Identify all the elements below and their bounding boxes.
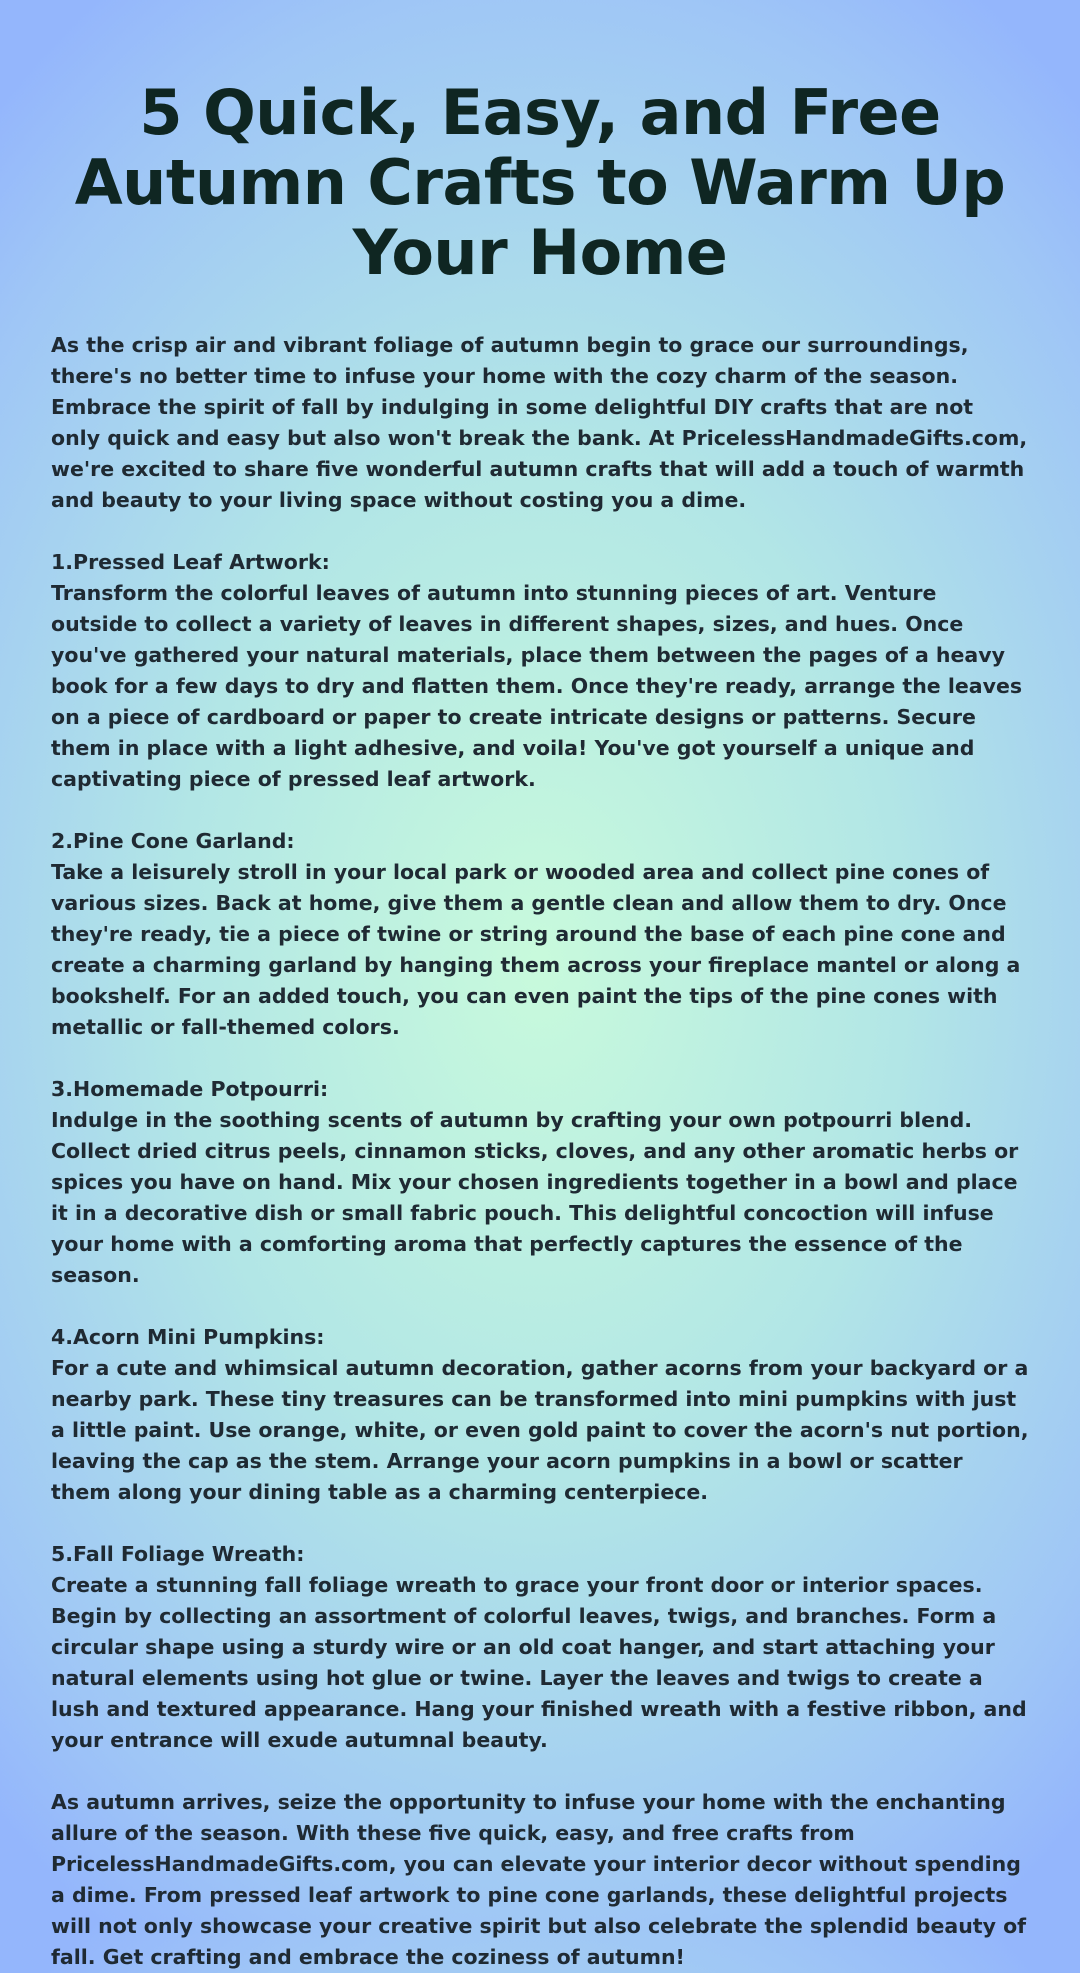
craft-description: Transform the colorful leaves of autumn into stunning pieces of art. Venture outside to collect a variety of leaves in different shapes, sizes, and hues. Once you've gathered your natural materials, place them between the pages of a heavy book for a few days to dry and flatten them. Once they're ready, arrange the leaves on a piece of cardboard or paper to create intricate designs or patterns. Secure them in place with a light adhesive, and voila! You've got yourself a unique and captivating piece of pressed leaf artwork. xyxy=(51,581,1023,791)
craft-heading: 5.Fall Foliage Wreath: xyxy=(51,1542,305,1566)
article-body xyxy=(51,330,1029,1973)
craft-description: Create a stunning fall foliage wreath to grace your front door or interior spaces. Begin by collecting an assortment of colorful leaves, twigs, and branches. Form a circular shape using a sturdy wire or an old coat hanger, and start attaching your natural elements using hot glue or twine. Layer the leaves and twigs to create a lush and textured appearance. Hang your finished wreath with a festive ribbon, and your entrance will exude autumnal beauty. xyxy=(51,1573,1027,1752)
craft-heading: 4.Acorn Mini Pumpkins: xyxy=(51,1325,325,1349)
craft-description: For a cute and whimsical autumn decoration, gather acorns from your backyard or a nearby park. These tiny treasures can be transformed into mini pumpkins with just a little paint. Use orange, white, or even gold paint to cover the acorn's nut portion, leaving the cap as the stem. Arrange your acorn pumpkins in a bowl or scatter them along your dining table as a charming centerpiece. xyxy=(51,1356,1029,1504)
craft-description: Indulge in the soothing scents of autumn by crafting your own potpourri blend. Collect dried citrus peels, cinnamon sticks, cloves, and any other aromatic herbs or spices you have on hand. Mix your chosen ingredients together in a bowl and place it in a decorative dish or small fabric pouch. This delightful concoction will infuse your home with a comforting aroma that perfectly captures the essence of the season. xyxy=(51,1108,1019,1287)
conclusion-paragraph: As autumn arrives, seize the opportunity to infuse your home with the enchanting allure of the season. With these five quick, easy, and free crafts from PricelessHandmadeGifts.com, you can elevate your interior decor without spending a dime. From pressed leaf artwork to pine cone garlands, these delightful projects will not only showcase your creative spirit but also celebrate the splendid beauty of fall. Get crafting and embrace the coziness of autumn! xyxy=(51,1790,1027,1969)
craft-heading: 1.Pressed Leaf Artwork: xyxy=(51,550,330,574)
craft-section-homemade-potpourri xyxy=(51,1074,1029,1291)
craft-section-pine-cone-garland xyxy=(51,826,1029,1043)
craft-heading: 2.Pine Cone Garland: xyxy=(51,829,295,853)
craft-description: Take a leisurely stroll in your local park or wooded area and collect pine cones of various sizes. Back at home, give them a gentle clean and allow them to dry. Once they're ready, tie a piece of twine or string around the base of each pine cone and create a charming garland by hanging them across your fireplace mantel or along a bookshelf. For an added touch, you can even paint the tips of the pine cones with metallic or fall-themed colors. xyxy=(51,860,1021,1039)
intro-paragraph: As the crisp air and vibrant foliage of autumn begin to grace our surroundings, there's no better time to infuse your home with the cozy charm of the season. Embrace the spirit of fall by indulging in some delightful DIY crafts that are not only quick and easy but also won't break the bank. At PricelessHandmadeGifts.com, we're excited to share five wonderful autumn crafts that will add a touch of warmth and beauty to your living space without costing you a dime. xyxy=(51,333,1028,512)
craft-section-fall-foliage-wreath xyxy=(51,1539,1029,1756)
craft-heading: 3.Homemade Potpourri: xyxy=(51,1077,329,1101)
article-title: 5 Quick, Easy, and Free Autumn Crafts to Warm Up Your Home xyxy=(74,76,1006,289)
craft-section-acorn-mini-pumpkins xyxy=(51,1322,1029,1508)
craft-section-pressed-leaf-artwork xyxy=(51,547,1029,795)
